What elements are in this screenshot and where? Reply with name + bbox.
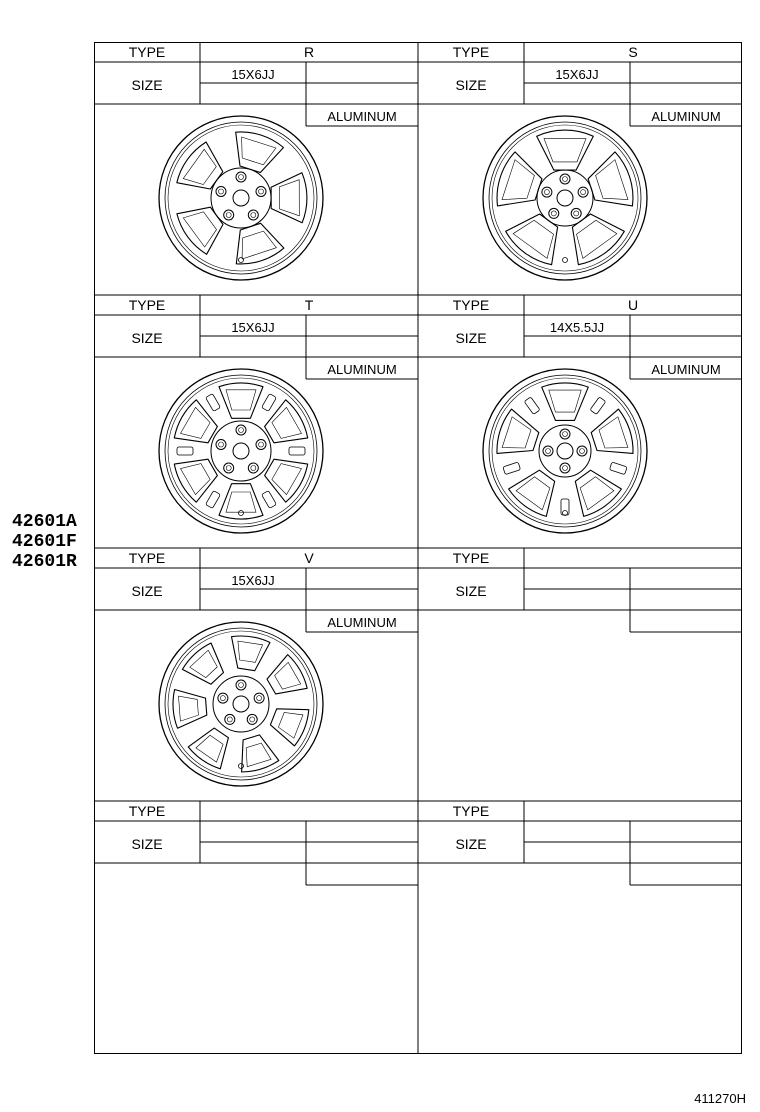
lug-nut (543, 446, 553, 456)
spoke-window-shadow (544, 139, 586, 162)
lug-nut (256, 440, 266, 450)
center-bore (233, 696, 249, 712)
spoke-window-shadow (179, 696, 199, 721)
hub (537, 170, 593, 226)
spoke-slot (206, 394, 221, 412)
spoke-window (219, 484, 263, 519)
spoke-window (188, 728, 228, 769)
wheel-cell (94, 548, 418, 786)
hub (213, 676, 269, 732)
size-value: 15X6JJ (231, 320, 275, 335)
type-label: TYPE (452, 44, 490, 60)
part-number: 42601A (12, 512, 77, 532)
spoke-window (497, 409, 539, 453)
rim-lip (168, 631, 314, 777)
wheel-u-icon (483, 369, 647, 533)
rim-inner (165, 628, 317, 780)
lug-nut-center (219, 189, 224, 194)
lug-nut (236, 680, 246, 690)
type-label: TYPE (128, 550, 166, 566)
rim-outer (159, 369, 323, 533)
lug-nut (248, 210, 258, 220)
spoke-window (219, 383, 263, 418)
wheel-cell (94, 801, 418, 885)
spoke-window-shadow (226, 390, 256, 410)
center-bore (557, 443, 573, 459)
type-label: TYPE (128, 803, 166, 819)
material-value: ALUMINUM (651, 109, 721, 124)
type-label: TYPE (452, 803, 490, 819)
wheel-cell (418, 42, 742, 280)
type-value: T (304, 297, 314, 313)
spoke-window-shadow (279, 180, 299, 216)
lug-nut (236, 425, 246, 435)
spoke-slot (524, 397, 540, 415)
rim-outer (159, 622, 323, 786)
valve-stem (563, 258, 568, 263)
material-value: ALUMINUM (327, 362, 397, 377)
hub (211, 421, 271, 481)
spoke-window (591, 409, 633, 453)
size-value: 15X6JJ (231, 67, 275, 82)
type-value: S (628, 44, 638, 60)
lug-nut-center (544, 190, 549, 195)
spoke-slot (590, 397, 606, 415)
spoke-window (236, 223, 284, 264)
hub (539, 425, 591, 477)
spoke-window (497, 152, 542, 206)
spoke-window-shadow (183, 212, 216, 247)
spoke-window (173, 690, 207, 729)
size-label: SIZE (131, 583, 163, 599)
spoke-window-shadow (549, 390, 581, 412)
spoke-window (588, 152, 633, 206)
center-bore (233, 443, 249, 459)
spoke-slot (206, 491, 221, 509)
rim-lip (168, 378, 314, 524)
rim-lip (168, 125, 314, 271)
lug-nut-center (226, 466, 231, 471)
lug-nut-center (220, 696, 225, 701)
spoke-window (236, 132, 284, 173)
wheel-s-icon (483, 116, 647, 280)
lug-nut-center (257, 696, 262, 701)
wheel-cell (94, 295, 418, 533)
lug-nut (216, 440, 226, 450)
lug-nut-center (227, 717, 232, 722)
rim-lip (492, 125, 638, 271)
lug-nut (578, 187, 588, 197)
rim-outer (483, 369, 647, 533)
lug-nut-center (219, 442, 224, 447)
size-label: SIZE (455, 836, 487, 852)
valve-stem (239, 764, 244, 769)
lug-nut (218, 693, 228, 703)
size-value: 15X6JJ (555, 67, 599, 82)
lug-nut (254, 693, 264, 703)
lug-nut (560, 174, 570, 184)
lug-nut-center (563, 466, 568, 471)
type-value: V (304, 550, 314, 566)
size-value: 14X5.5JJ (549, 320, 605, 335)
lug-nut-center (563, 432, 568, 437)
spoke-window (232, 636, 271, 671)
lug-nut-center (580, 449, 585, 454)
wheel-cell (418, 295, 742, 533)
size-label: SIZE (131, 836, 163, 852)
spoke-slot (503, 462, 521, 475)
rim-inner (165, 375, 317, 527)
rim-inner (165, 122, 317, 274)
type-value: U (627, 297, 639, 313)
lug-nut-center (239, 683, 244, 688)
spoke-slot (609, 462, 627, 475)
diagram-code: 411270H (694, 1091, 746, 1106)
size-value: 15X6JJ (231, 573, 275, 588)
center-bore (233, 190, 249, 206)
material-value: ALUMINUM (327, 109, 397, 124)
rim-inner (489, 122, 641, 274)
rim-inner (489, 375, 641, 527)
wheel-cell (418, 548, 742, 632)
rim-lip (492, 378, 638, 524)
lug-nut-center (574, 211, 579, 216)
part-number: 42601F (12, 532, 77, 552)
spoke-window-shadow (513, 220, 553, 258)
spoke-window-shadow (246, 743, 271, 767)
lug-nut (256, 187, 266, 197)
lug-nut (216, 187, 226, 197)
lug-nut (224, 463, 234, 473)
lug-nut-center (581, 190, 586, 195)
lug-nut (247, 714, 257, 724)
rim-outer (483, 116, 647, 280)
lug-nut-center (239, 428, 244, 433)
part-number-list (12, 512, 77, 572)
lug-nut-center (563, 177, 568, 182)
type-label: TYPE (128, 297, 166, 313)
lug-nut (248, 463, 258, 473)
wheel-cell (94, 42, 418, 280)
spoke-window-shadow (238, 641, 263, 662)
lug-nut-center (251, 213, 256, 218)
valve-stem (239, 258, 244, 263)
spoke-slot (262, 394, 277, 412)
spoke-window (537, 130, 594, 170)
size-label: SIZE (131, 77, 163, 93)
type-label: TYPE (128, 44, 166, 60)
center-bore (557, 190, 573, 206)
part-number: 42601R (12, 552, 77, 572)
spoke-window-shadow (577, 220, 617, 258)
spoke-window (270, 709, 308, 746)
size-label: SIZE (131, 330, 163, 346)
lug-nut (560, 463, 570, 473)
lug-nut-center (239, 175, 244, 180)
wheel-r-icon (159, 116, 323, 280)
lug-nut (571, 208, 581, 218)
spoke-slot (262, 491, 277, 509)
spoke-window (271, 173, 307, 223)
type-label: TYPE (452, 550, 490, 566)
spoke-slot (289, 447, 305, 455)
wheel-type-sheet (94, 42, 742, 1054)
material-value: ALUMINUM (327, 615, 397, 630)
size-label: SIZE (455, 77, 487, 93)
spoke-window-shadow (226, 492, 256, 512)
lug-nut-center (551, 211, 556, 216)
material-value: ALUMINUM (651, 362, 721, 377)
lug-nut (236, 172, 246, 182)
wheel-cell (418, 801, 742, 885)
hub (211, 168, 271, 228)
lug-nut-center (250, 717, 255, 722)
lug-nut (225, 714, 235, 724)
type-label: TYPE (452, 297, 490, 313)
wheel-t-icon (159, 369, 323, 533)
size-label: SIZE (455, 583, 487, 599)
spoke-window (542, 383, 589, 420)
lug-nut-center (226, 213, 231, 218)
size-label: SIZE (455, 330, 487, 346)
type-value: R (303, 44, 315, 60)
valve-stem (239, 511, 244, 516)
spoke-slot (177, 447, 193, 455)
lug-nut (542, 187, 552, 197)
wheel-v-icon (159, 622, 323, 786)
spoke-window-shadow (183, 149, 216, 184)
lug-nut (224, 210, 234, 220)
lug-nut-center (251, 466, 256, 471)
lug-nut (549, 208, 559, 218)
lug-nut-center (259, 442, 264, 447)
rim-outer (159, 116, 323, 280)
lug-nut-center (546, 449, 551, 454)
lug-nut-center (259, 189, 264, 194)
spoke-window-shadow (275, 662, 301, 689)
lug-nut (560, 429, 570, 439)
lug-nut (577, 446, 587, 456)
